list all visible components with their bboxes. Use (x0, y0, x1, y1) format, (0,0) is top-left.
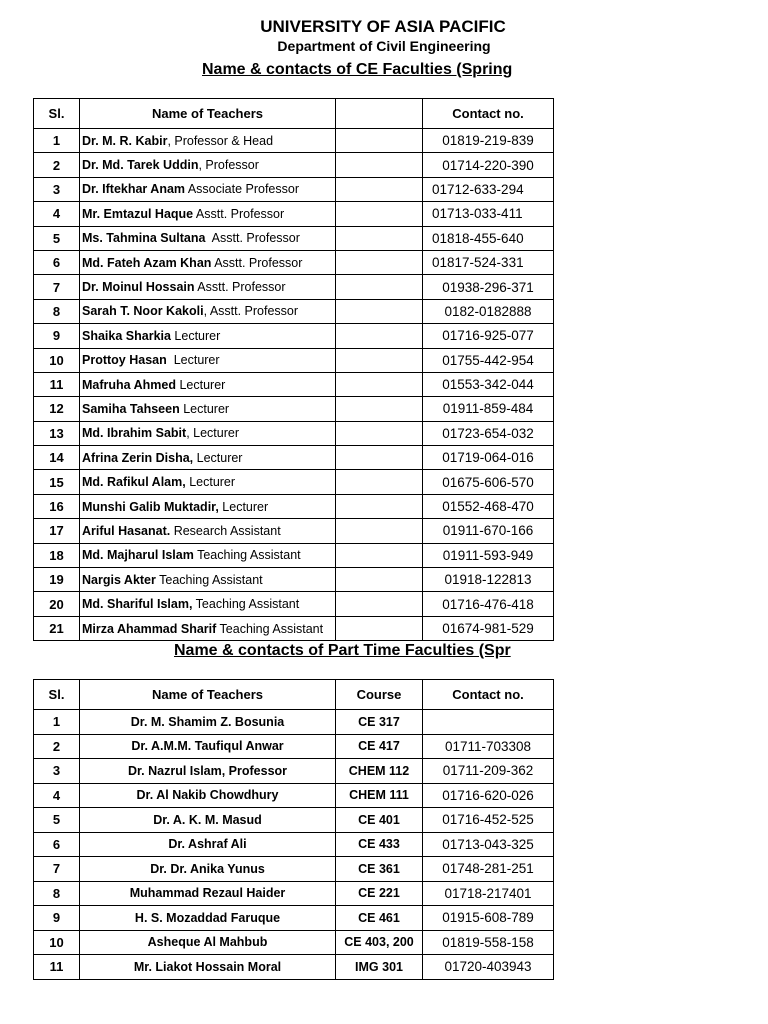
teacher-designation: Lecturer (166, 353, 220, 368)
row-serial: 11 (34, 372, 80, 396)
teacher-name: Mr. Emtazul Haque (82, 206, 194, 221)
teacher-designation: , Lecturer (186, 426, 239, 441)
row-teacher (80, 543, 336, 567)
teacher-designation: Asstt. Professor (194, 280, 286, 295)
row-contact: 01552-468-470 (423, 494, 554, 518)
row-teacher (80, 470, 336, 494)
row-serial: 7 (34, 857, 80, 882)
row-contact: 0182-0182888 (423, 299, 554, 323)
row-contact (423, 710, 554, 735)
row-contact: 01748-281-251 (423, 857, 554, 882)
table-row (34, 568, 554, 592)
teacher-designation: Associate Professor (185, 182, 299, 197)
row-serial: 13 (34, 421, 80, 445)
faculty-table-header (34, 99, 554, 129)
row-contact: 01819-558-158 (423, 930, 554, 955)
row-course: IMG 301 (336, 955, 423, 980)
row-serial: 17 (34, 519, 80, 543)
row-teacher (80, 519, 336, 543)
table-row (34, 734, 554, 759)
faculty-section-title: Name & contacts of CE Faculties (Spring (202, 61, 513, 78)
teacher-designation: Teaching Assistant (193, 548, 301, 563)
row-teacher (80, 226, 336, 250)
row-teacher (80, 592, 336, 616)
row-contact: 01716-620-026 (423, 783, 554, 808)
row-contact: 01720-403943 (423, 955, 554, 980)
table-row (34, 881, 554, 906)
table-row (34, 348, 554, 372)
row-teacher (80, 494, 336, 518)
row-serial: 4 (34, 783, 80, 808)
teacher-name: Md. Ibrahim Sabit (82, 426, 187, 441)
row-teacher (80, 348, 336, 372)
row-teacher (80, 129, 336, 153)
row-serial: 20 (34, 592, 80, 616)
row-serial: 9 (34, 906, 80, 931)
row-contact: 01911-859-484 (423, 397, 554, 421)
table-row (34, 543, 554, 567)
row-teacher (80, 372, 336, 396)
table-row (34, 519, 554, 543)
row-contact: 01817-524-331 (423, 250, 554, 274)
col-header-contact: Contact no. (423, 99, 554, 129)
row-blank (336, 397, 423, 421)
row-blank (336, 543, 423, 567)
table-row (34, 202, 554, 226)
teacher-designation: Lecturer (170, 328, 221, 343)
row-teacher (80, 616, 336, 640)
row-course: CE 433 (336, 832, 423, 857)
teacher-name: Afrina Zerin Disha, (82, 450, 194, 465)
table-row (34, 153, 554, 177)
teacher-name: Md. Rafikul Alam, (82, 475, 186, 490)
table-row (34, 783, 554, 808)
teacher-designation: Research Assistant (170, 523, 281, 538)
row-serial: 14 (34, 446, 80, 470)
row-serial: 15 (34, 470, 80, 494)
row-contact: 01918-122813 (423, 568, 554, 592)
teacher-designation: Teaching Assistant (155, 572, 263, 587)
row-contact: 01938-296-371 (423, 275, 554, 299)
teacher-designation: Teaching Assistant (192, 597, 300, 612)
row-contact: 01716-925-077 (423, 324, 554, 348)
row-contact: 01718-217401 (423, 881, 554, 906)
row-contact: 01818-455-640 (423, 226, 554, 250)
table-row (34, 930, 554, 955)
table-row (34, 446, 554, 470)
row-teacher (80, 446, 336, 470)
teacher-designation: Lecturer (176, 377, 226, 392)
row-serial: 8 (34, 299, 80, 323)
row-course: CHEM 112 (336, 759, 423, 784)
row-serial: 6 (34, 250, 80, 274)
row-teacher: Dr. A. K. M. Masud (80, 808, 336, 833)
row-serial: 8 (34, 881, 80, 906)
row-teacher (80, 275, 336, 299)
row-blank (336, 226, 423, 250)
row-course: CE 401 (336, 808, 423, 833)
teacher-name: Sarah T. Noor Kakoli (82, 304, 204, 319)
teacher-name: Dr. M. R. Kabir (82, 133, 168, 148)
row-contact: 01674-981-529 (423, 616, 554, 640)
teacher-name: Dr. Iftekhar Anam (82, 182, 186, 197)
row-contact: 01711-209-362 (423, 759, 554, 784)
row-blank (336, 372, 423, 396)
col-header-blank (336, 99, 423, 129)
row-blank (336, 324, 423, 348)
col-header-name: Name of Teachers (80, 99, 336, 129)
row-teacher (80, 421, 336, 445)
row-serial: 18 (34, 543, 80, 567)
table-row (34, 397, 554, 421)
row-teacher: Dr. Nazrul Islam, Professor (80, 759, 336, 784)
row-teacher: Muhammad Rezaul Haider (80, 881, 336, 906)
teacher-name: Munshi Galib Muktadir, (82, 499, 219, 514)
row-blank (336, 299, 423, 323)
row-teacher (80, 397, 336, 421)
row-course: CE 403, 200 (336, 930, 423, 955)
col-header-course: Course (336, 680, 423, 710)
row-teacher (80, 177, 336, 201)
table-row (34, 372, 554, 396)
row-serial: 4 (34, 202, 80, 226)
row-contact: 01713-043-325 (423, 832, 554, 857)
row-contact: 01915-608-789 (423, 906, 554, 931)
teacher-designation: Lecturer (218, 499, 269, 514)
col-header-sl: Sl. (34, 99, 80, 129)
table-row (34, 129, 554, 153)
col-header-contact: Contact no. (423, 680, 554, 710)
teacher-name: Mirza Ahammad Sharif (82, 621, 217, 636)
table-row (34, 592, 554, 616)
row-teacher: Mr. Liakot Hossain Moral (80, 955, 336, 980)
teacher-designation: Asstt. Professor (205, 231, 300, 246)
row-course: CE 221 (336, 881, 423, 906)
part-time-table (33, 679, 554, 980)
table-row (34, 759, 554, 784)
row-teacher: Dr. M. Shamim Z. Bosunia (80, 710, 336, 735)
university-title: UNIVERSITY OF ASIA PACIFIC (260, 17, 506, 36)
teacher-designation: , Asstt. Professor (203, 304, 299, 319)
row-serial: 3 (34, 759, 80, 784)
row-teacher (80, 250, 336, 274)
table-row (34, 832, 554, 857)
table-row (34, 710, 554, 735)
row-serial: 11 (34, 955, 80, 980)
row-teacher (80, 299, 336, 323)
row-blank (336, 250, 423, 274)
row-serial: 1 (34, 129, 80, 153)
teacher-name: Md. Shariful Islam, (82, 597, 193, 612)
teacher-name: Shaika Sharkia (82, 328, 171, 343)
row-blank (336, 494, 423, 518)
row-serial: 9 (34, 324, 80, 348)
row-teacher (80, 202, 336, 226)
row-contact: 01714-220-390 (423, 153, 554, 177)
row-blank (336, 129, 423, 153)
row-teacher (80, 324, 336, 348)
row-course: CE 461 (336, 906, 423, 931)
table-row (34, 275, 554, 299)
row-contact: 01819-219-839 (423, 129, 554, 153)
teacher-designation: Lecturer (185, 475, 236, 490)
teacher-name: Samiha Tahseen (82, 401, 180, 416)
row-blank (336, 470, 423, 494)
teacher-designation: Lecturer (179, 401, 230, 416)
table-row (34, 808, 554, 833)
row-contact: 01911-593-949 (423, 543, 554, 567)
teacher-designation: Asstt. Professor (193, 206, 285, 221)
teacher-name: Nargis Akter (82, 572, 156, 587)
row-contact: 01911-670-166 (423, 519, 554, 543)
table-row (34, 299, 554, 323)
teacher-name: Dr. Moinul Hossain (82, 280, 195, 295)
row-serial: 5 (34, 808, 80, 833)
teacher-name: Dr. Md. Tarek Uddin (82, 158, 199, 173)
teacher-name: Mafruha Ahmed (82, 377, 176, 392)
teacher-designation: Asstt. Professor (211, 255, 303, 270)
row-teacher (80, 568, 336, 592)
row-serial: 12 (34, 397, 80, 421)
col-header-sl: Sl. (34, 680, 80, 710)
row-teacher: H. S. Mozaddad Faruque (80, 906, 336, 931)
row-blank (336, 568, 423, 592)
row-contact: 01712-633-294 (423, 177, 554, 201)
table-row (34, 857, 554, 882)
row-serial: 7 (34, 275, 80, 299)
table-row (34, 324, 554, 348)
row-blank (336, 519, 423, 543)
teacher-name: Ms. Tahmina Sultana (82, 231, 206, 246)
row-serial: 1 (34, 710, 80, 735)
row-contact: 01711-703308 (423, 734, 554, 759)
row-teacher: Asheque Al Mahbub (80, 930, 336, 955)
row-contact: 01755-442-954 (423, 348, 554, 372)
row-course: CE 317 (336, 710, 423, 735)
teacher-name: Ariful Hasanat. (82, 523, 171, 538)
table-row (34, 177, 554, 201)
teacher-designation: Lecturer (193, 450, 243, 465)
table-row (34, 616, 554, 640)
part-time-section-title: Name & contacts of Part Time Faculties (Spr (174, 642, 511, 659)
teacher-designation: Teaching Assistant (216, 621, 324, 636)
row-course: CE 417 (336, 734, 423, 759)
teacher-designation: , Professor (198, 158, 259, 173)
row-blank (336, 348, 423, 372)
row-blank (336, 275, 423, 299)
teacher-name: Prottoy Hasan (82, 353, 167, 368)
row-contact: 01723-654-032 (423, 421, 554, 445)
row-contact: 01716-452-525 (423, 808, 554, 833)
row-blank (336, 592, 423, 616)
teacher-name: Md. Majharul Islam (82, 548, 194, 563)
row-serial: 19 (34, 568, 80, 592)
row-course: CE 361 (336, 857, 423, 882)
col-header-name: Name of Teachers (80, 680, 336, 710)
row-serial: 10 (34, 348, 80, 372)
table-row (34, 421, 554, 445)
part-time-table-header (34, 680, 554, 710)
teacher-name: Md. Fateh Azam Khan (82, 255, 212, 270)
table-row (34, 226, 554, 250)
row-contact: 01716-476-418 (423, 592, 554, 616)
row-blank (336, 616, 423, 640)
row-serial: 10 (34, 930, 80, 955)
row-contact: 01713-033-411 (423, 202, 554, 226)
table-row (34, 955, 554, 980)
table-row (34, 470, 554, 494)
row-serial: 16 (34, 494, 80, 518)
table-row (34, 494, 554, 518)
row-teacher: Dr. A.M.M. Taufiqul Anwar (80, 734, 336, 759)
row-blank (336, 202, 423, 226)
table-row (34, 906, 554, 931)
row-contact: 01553-342-044 (423, 372, 554, 396)
row-teacher (80, 153, 336, 177)
teacher-designation: , Professor & Head (167, 133, 274, 148)
row-contact: 01719-064-016 (423, 446, 554, 470)
row-serial: 3 (34, 177, 80, 201)
row-teacher: Dr. Al Nakib Chowdhury (80, 783, 336, 808)
row-blank (336, 177, 423, 201)
row-contact: 01675-606-570 (423, 470, 554, 494)
row-serial: 2 (34, 734, 80, 759)
table-row (34, 250, 554, 274)
row-blank (336, 421, 423, 445)
department-title: Department of Civil Engineering (277, 38, 491, 54)
row-course: CHEM 111 (336, 783, 423, 808)
faculty-table (33, 98, 554, 641)
row-serial: 2 (34, 153, 80, 177)
row-blank (336, 446, 423, 470)
row-teacher: Dr. Ashraf Ali (80, 832, 336, 857)
row-teacher: Dr. Dr. Anika Yunus (80, 857, 336, 882)
row-blank (336, 153, 423, 177)
row-serial: 21 (34, 616, 80, 640)
row-serial: 6 (34, 832, 80, 857)
row-serial: 5 (34, 226, 80, 250)
